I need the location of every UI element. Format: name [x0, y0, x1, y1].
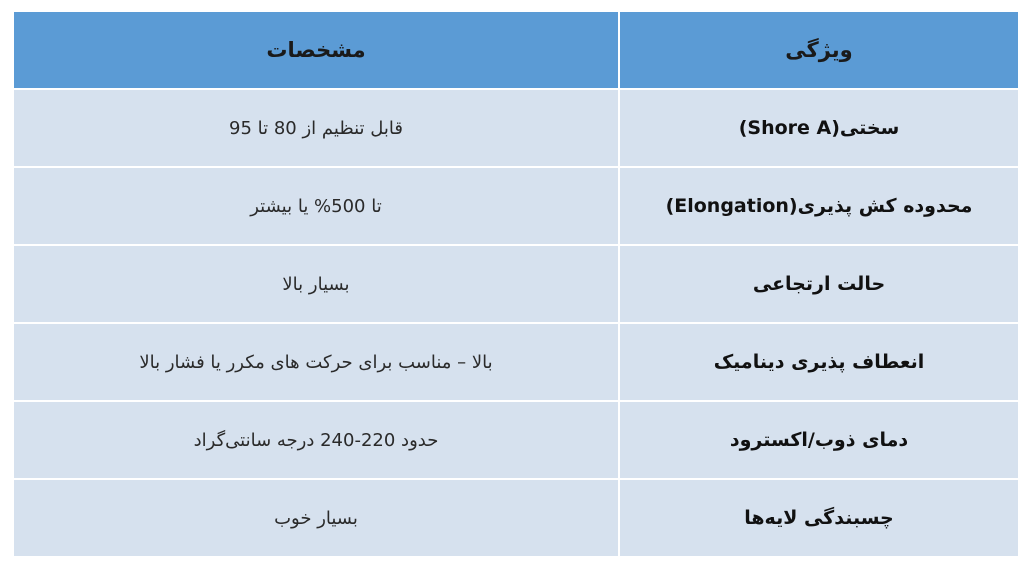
spec-text: تا 500% یا بیشتر: [250, 195, 382, 217]
spec-text: قابل تنظیم از 80 تا 95: [229, 117, 403, 139]
table-row: [13, 167, 1019, 245]
feature-cell: [619, 167, 1019, 245]
feature-text: انعطاف پذیری دینامیک: [713, 351, 925, 373]
spec-text: بسیار بالا: [282, 273, 350, 295]
table-row: [13, 245, 1019, 323]
spec-cell: [13, 401, 619, 479]
specifications-table: [12, 10, 1020, 558]
feature-text: حالت ارتجاعی: [752, 273, 886, 295]
spec-cell: [13, 89, 619, 167]
feature-text: چسبندگی لایه‌ها: [744, 507, 894, 529]
feature-text: دمای ذوب/اکسترود: [729, 429, 909, 451]
spec-cell: [13, 323, 619, 401]
feature-cell: [619, 479, 1019, 557]
table-body: [13, 89, 1019, 557]
feature-column-header: ویژگی: [619, 11, 1019, 89]
spec-text: بسیار خوب: [274, 507, 358, 529]
table-header: [13, 11, 1019, 89]
feature-text: سختی(Shore A): [738, 117, 900, 139]
feature-cell: [619, 89, 1019, 167]
table-row: [13, 401, 1019, 479]
feature-text: محدوده کش پذیری(Elongation): [665, 195, 973, 217]
spec-text: بالا – مناسب برای حرکت های مکرر یا فشار بالا: [139, 351, 493, 373]
table-row: [13, 89, 1019, 167]
spec-cell: [13, 167, 619, 245]
header-row: [13, 11, 1019, 89]
spec-cell: [13, 479, 619, 557]
spec-column-header: مشخصات: [13, 11, 619, 89]
spec-cell: [13, 245, 619, 323]
spec-text: حدود 220-240 درجه سانتی‌گراد: [193, 429, 439, 451]
feature-cell: [619, 323, 1019, 401]
table-row: [13, 323, 1019, 401]
table-row: [13, 479, 1019, 557]
feature-cell: [619, 245, 1019, 323]
feature-cell: [619, 401, 1019, 479]
